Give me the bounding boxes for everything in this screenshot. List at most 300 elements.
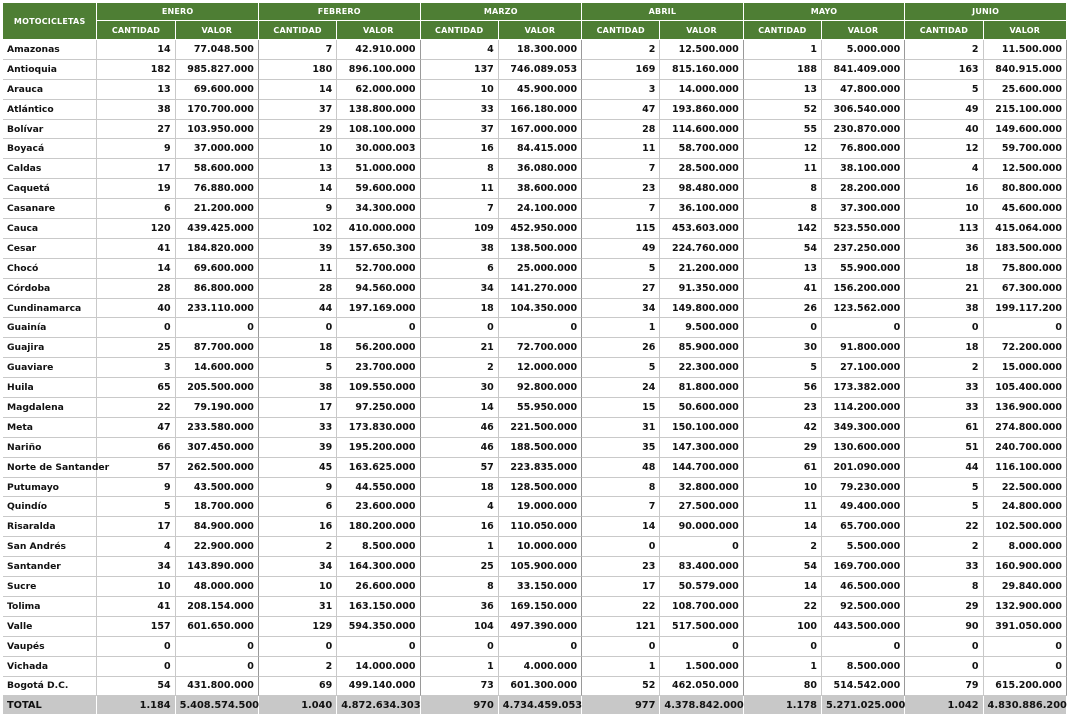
total-valor-cell: 4.734.459.053 — [499, 696, 582, 714]
valor-cell: 221.500.000 — [499, 418, 582, 438]
valor-cell: 514.542.000 — [822, 677, 905, 697]
valor-cell: 8.000.000 — [984, 537, 1067, 557]
valor-cell: 0 — [337, 318, 420, 338]
cantidad-cell: 104 — [421, 617, 499, 637]
cantidad-cell: 10 — [421, 80, 499, 100]
cantidad-cell: 10 — [744, 478, 822, 498]
cantidad-cell: 11 — [582, 139, 660, 159]
table-row — [3, 458, 1067, 478]
cantidad-cell: 34 — [97, 557, 175, 577]
cantidad-cell: 142 — [744, 219, 822, 239]
cantidad-cell: 1 — [421, 537, 499, 557]
cantidad-cell: 47 — [97, 418, 175, 438]
cantidad-header: CANTIDAD — [905, 21, 983, 40]
valor-cell: 12.500.000 — [984, 159, 1067, 179]
valor-cell: 37.000.000 — [176, 139, 259, 159]
cantidad-cell: 129 — [259, 617, 337, 637]
valor-cell: 92.800.000 — [499, 378, 582, 398]
table-row — [3, 318, 1067, 338]
valor-cell: 72.700.000 — [499, 338, 582, 358]
cantidad-cell: 18 — [259, 338, 337, 358]
valor-cell: 23.600.000 — [337, 497, 420, 517]
cantidad-cell: 8 — [905, 577, 983, 597]
cantidad-cell: 80 — [744, 677, 822, 697]
month-header: JUNIO — [905, 3, 1067, 21]
cantidad-cell: 19 — [97, 179, 175, 199]
valor-cell: 21.200.000 — [660, 259, 743, 279]
cantidad-cell: 14 — [97, 259, 175, 279]
cantidad-cell: 22 — [744, 597, 822, 617]
valor-cell: 105.900.000 — [499, 557, 582, 577]
corner-header: MOTOCICLETAS — [3, 3, 97, 40]
valor-cell: 15.000.000 — [984, 358, 1067, 378]
valor-cell: 108.100.000 — [337, 120, 420, 140]
valor-cell: 169.150.000 — [499, 597, 582, 617]
total-cantidad-cell: 977 — [582, 696, 660, 714]
valor-cell: 37.300.000 — [822, 199, 905, 219]
valor-cell: 86.800.000 — [176, 279, 259, 299]
valor-cell: 65.700.000 — [822, 517, 905, 537]
cantidad-cell: 113 — [905, 219, 983, 239]
valor-cell: 274.800.000 — [984, 418, 1067, 438]
valor-cell: 132.900.000 — [984, 597, 1067, 617]
cantidad-cell: 36 — [905, 239, 983, 259]
cantidad-cell: 1 — [421, 657, 499, 677]
cantidad-cell: 0 — [905, 657, 983, 677]
valor-cell: 11.500.000 — [984, 40, 1067, 60]
cantidad-cell: 120 — [97, 219, 175, 239]
table-row — [3, 80, 1067, 100]
cantidad-cell: 1 — [582, 657, 660, 677]
cantidad-cell: 14 — [97, 40, 175, 60]
cantidad-cell: 46 — [421, 438, 499, 458]
valor-cell: 114.600.000 — [660, 120, 743, 140]
cantidad-cell: 3 — [97, 358, 175, 378]
cantidad-cell: 182 — [97, 60, 175, 80]
valor-cell: 46.500.000 — [822, 577, 905, 597]
department-name: Santander — [3, 557, 97, 577]
cantidad-cell: 34 — [582, 299, 660, 319]
cantidad-cell: 55 — [744, 120, 822, 140]
valor-cell: 18.300.000 — [499, 40, 582, 60]
valor-cell: 985.827.000 — [176, 60, 259, 80]
table-row — [3, 418, 1067, 438]
valor-cell: 75.800.000 — [984, 259, 1067, 279]
table-row — [3, 637, 1067, 657]
month-header: ENERO — [97, 3, 259, 21]
valor-cell: 91.350.000 — [660, 279, 743, 299]
valor-cell: 84.415.000 — [499, 139, 582, 159]
table-row — [3, 597, 1067, 617]
valor-cell: 47.800.000 — [822, 80, 905, 100]
cantidad-cell: 11 — [744, 159, 822, 179]
cantidad-cell: 13 — [744, 80, 822, 100]
department-name: Cauca — [3, 219, 97, 239]
cantidad-cell: 13 — [259, 159, 337, 179]
valor-cell: 233.580.000 — [176, 418, 259, 438]
valor-cell: 156.200.000 — [822, 279, 905, 299]
cantidad-cell: 2 — [259, 657, 337, 677]
valor-cell: 230.870.000 — [822, 120, 905, 140]
valor-cell: 116.100.000 — [984, 458, 1067, 478]
valor-cell: 23.700.000 — [337, 358, 420, 378]
valor-cell: 84.900.000 — [176, 517, 259, 537]
cantidad-cell: 57 — [97, 458, 175, 478]
cantidad-cell: 48 — [582, 458, 660, 478]
valor-cell: 5.000.000 — [822, 40, 905, 60]
cantidad-cell: 17 — [259, 398, 337, 418]
cantidad-cell: 16 — [259, 517, 337, 537]
cantidad-cell: 33 — [905, 557, 983, 577]
table-body — [3, 40, 1067, 696]
cantidad-cell: 10 — [259, 577, 337, 597]
valor-cell: 123.562.000 — [822, 299, 905, 319]
valor-cell: 10.000.000 — [499, 537, 582, 557]
cantidad-cell: 23 — [582, 557, 660, 577]
valor-cell: 26.600.000 — [337, 577, 420, 597]
cantidad-cell: 2 — [905, 358, 983, 378]
cantidad-cell: 47 — [582, 100, 660, 120]
cantidad-cell: 0 — [259, 318, 337, 338]
cantidad-cell: 37 — [259, 100, 337, 120]
valor-header: VALOR — [337, 21, 420, 40]
cantidad-cell: 2 — [582, 40, 660, 60]
valor-cell: 52.700.000 — [337, 259, 420, 279]
valor-cell: 815.160.000 — [660, 60, 743, 80]
department-name: Norte de Santander — [3, 458, 97, 478]
cantidad-cell: 33 — [905, 378, 983, 398]
department-name: Bogotá D.C. — [3, 677, 97, 697]
cantidad-cell: 57 — [421, 458, 499, 478]
valor-cell: 67.300.000 — [984, 279, 1067, 299]
cantidad-cell: 28 — [582, 120, 660, 140]
valor-cell: 307.450.000 — [176, 438, 259, 458]
valor-cell: 150.100.000 — [660, 418, 743, 438]
table-row — [3, 398, 1067, 418]
cantidad-cell: 33 — [421, 100, 499, 120]
department-name: Córdoba — [3, 279, 97, 299]
cantidad-cell: 90 — [905, 617, 983, 637]
cantidad-cell: 180 — [259, 60, 337, 80]
cantidad-cell: 14 — [421, 398, 499, 418]
cantidad-header: CANTIDAD — [97, 21, 175, 40]
cantidad-cell: 11 — [259, 259, 337, 279]
table-row — [3, 358, 1067, 378]
valor-cell: 0 — [984, 318, 1067, 338]
cantidad-cell: 25 — [421, 557, 499, 577]
cantidad-cell: 36 — [421, 597, 499, 617]
valor-cell: 87.700.000 — [176, 338, 259, 358]
cantidad-cell: 0 — [259, 637, 337, 657]
cantidad-cell: 8 — [421, 159, 499, 179]
cantidad-cell: 7 — [421, 199, 499, 219]
cantidad-cell: 54 — [97, 677, 175, 697]
valor-cell: 77.048.500 — [176, 40, 259, 60]
valor-cell: 30.000.003 — [337, 139, 420, 159]
cantidad-cell: 10 — [97, 577, 175, 597]
valor-cell: 601.300.000 — [499, 677, 582, 697]
valor-cell: 0 — [660, 537, 743, 557]
valor-cell: 114.200.000 — [822, 398, 905, 418]
valor-cell: 69.600.000 — [176, 259, 259, 279]
valor-cell: 233.110.000 — [176, 299, 259, 319]
cantidad-cell: 5 — [97, 497, 175, 517]
valor-cell: 83.400.000 — [660, 557, 743, 577]
valor-cell: 499.140.000 — [337, 677, 420, 697]
valor-cell: 453.603.000 — [660, 219, 743, 239]
valor-cell: 746.089.053 — [499, 60, 582, 80]
cantidad-cell: 18 — [905, 259, 983, 279]
cantidad-cell: 2 — [905, 40, 983, 60]
valor-cell: 205.500.000 — [176, 378, 259, 398]
cantidad-cell: 56 — [744, 378, 822, 398]
motorcycle-sales-table-container — [3, 3, 1067, 714]
cantidad-cell: 5 — [905, 478, 983, 498]
cantidad-cell: 30 — [744, 338, 822, 358]
valor-cell: 18.700.000 — [176, 497, 259, 517]
valor-cell: 452.950.000 — [499, 219, 582, 239]
cantidad-cell: 14 — [744, 517, 822, 537]
valor-cell: 45.600.000 — [984, 199, 1067, 219]
valor-cell: 27.100.000 — [822, 358, 905, 378]
cantidad-cell: 16 — [421, 139, 499, 159]
cantidad-cell: 16 — [421, 517, 499, 537]
valor-cell: 163.150.000 — [337, 597, 420, 617]
valor-cell: 415.064.000 — [984, 219, 1067, 239]
cantidad-cell: 109 — [421, 219, 499, 239]
cantidad-cell: 14 — [259, 80, 337, 100]
valor-cell: 110.050.000 — [499, 517, 582, 537]
valor-cell: 91.800.000 — [822, 338, 905, 358]
valor-cell: 29.840.000 — [984, 577, 1067, 597]
department-name: Vaupés — [3, 637, 97, 657]
department-name: Bolívar — [3, 120, 97, 140]
valor-cell: 25.600.000 — [984, 80, 1067, 100]
table-row — [3, 159, 1067, 179]
cantidad-cell: 42 — [744, 418, 822, 438]
cantidad-cell: 22 — [582, 597, 660, 617]
valor-cell: 14.000.000 — [337, 657, 420, 677]
cantidad-cell: 188 — [744, 60, 822, 80]
valor-cell: 48.000.000 — [176, 577, 259, 597]
cantidad-cell: 5 — [582, 259, 660, 279]
valor-cell: 136.900.000 — [984, 398, 1067, 418]
valor-cell: 33.150.000 — [499, 577, 582, 597]
table-row — [3, 577, 1067, 597]
table-row — [3, 120, 1067, 140]
cantidad-cell: 49 — [582, 239, 660, 259]
cantidad-cell: 51 — [905, 438, 983, 458]
valor-cell: 0 — [822, 637, 905, 657]
cantidad-cell: 66 — [97, 438, 175, 458]
cantidad-cell: 65 — [97, 378, 175, 398]
cantidad-cell: 29 — [905, 597, 983, 617]
department-name: Valle — [3, 617, 97, 637]
valor-cell: 72.200.000 — [984, 338, 1067, 358]
valor-cell: 601.650.000 — [176, 617, 259, 637]
total-cantidad-cell: 1.040 — [259, 696, 337, 714]
valor-cell: 199.117.200 — [984, 299, 1067, 319]
department-name: Quindío — [3, 497, 97, 517]
cantidad-cell: 38 — [421, 239, 499, 259]
valor-cell: 262.500.000 — [176, 458, 259, 478]
valor-cell: 431.800.000 — [176, 677, 259, 697]
valor-cell: 184.820.000 — [176, 239, 259, 259]
total-valor-cell: 4.872.634.303 — [337, 696, 420, 714]
cantidad-cell: 14 — [259, 179, 337, 199]
valor-cell: 840.915.000 — [984, 60, 1067, 80]
valor-cell: 34.300.000 — [337, 199, 420, 219]
valor-cell: 615.200.000 — [984, 677, 1067, 697]
valor-cell: 79.190.000 — [176, 398, 259, 418]
valor-cell: 27.500.000 — [660, 497, 743, 517]
department-name: San Andrés — [3, 537, 97, 557]
cantidad-cell: 1 — [582, 318, 660, 338]
department-name: Sucre — [3, 577, 97, 597]
cantidad-cell: 6 — [97, 199, 175, 219]
total-row — [3, 696, 1067, 714]
cantidad-cell: 1 — [744, 657, 822, 677]
cantidad-cell: 6 — [421, 259, 499, 279]
cantidad-cell: 41 — [97, 239, 175, 259]
cantidad-cell: 28 — [97, 279, 175, 299]
valor-cell: 517.500.000 — [660, 617, 743, 637]
valor-cell: 0 — [176, 318, 259, 338]
valor-cell: 14.600.000 — [176, 358, 259, 378]
cantidad-cell: 27 — [582, 279, 660, 299]
valor-header: VALOR — [660, 21, 743, 40]
cantidad-cell: 44 — [259, 299, 337, 319]
cantidad-cell: 12 — [744, 139, 822, 159]
valor-cell: 42.910.000 — [337, 40, 420, 60]
month-header: MARZO — [421, 3, 583, 21]
cantidad-cell: 7 — [582, 199, 660, 219]
valor-cell: 0 — [337, 637, 420, 657]
valor-cell: 439.425.000 — [176, 219, 259, 239]
valor-cell: 59.600.000 — [337, 179, 420, 199]
valor-header: VALOR — [984, 21, 1067, 40]
cantidad-cell: 4 — [421, 40, 499, 60]
table-row — [3, 179, 1067, 199]
cantidad-header: CANTIDAD — [259, 21, 337, 40]
valor-cell: 12.500.000 — [660, 40, 743, 60]
valor-cell: 44.550.000 — [337, 478, 420, 498]
cantidad-cell: 22 — [97, 398, 175, 418]
table-row — [3, 517, 1067, 537]
cantidad-cell: 23 — [582, 179, 660, 199]
cantidad-cell: 5 — [744, 358, 822, 378]
valor-cell: 28.500.000 — [660, 159, 743, 179]
cantidad-cell: 14 — [744, 577, 822, 597]
department-name: Caldas — [3, 159, 97, 179]
valor-cell: 38.600.000 — [499, 179, 582, 199]
valor-cell: 98.480.000 — [660, 179, 743, 199]
cantidad-cell: 39 — [259, 239, 337, 259]
total-valor-cell: 4.830.886.200 — [984, 696, 1067, 714]
department-name: Cundinamarca — [3, 299, 97, 319]
cantidad-cell: 157 — [97, 617, 175, 637]
cantidad-cell: 22 — [905, 517, 983, 537]
valor-cell: 188.500.000 — [499, 438, 582, 458]
valor-cell: 167.000.000 — [499, 120, 582, 140]
cantidad-cell: 0 — [744, 637, 822, 657]
valor-cell: 62.000.000 — [337, 80, 420, 100]
cantidad-header: CANTIDAD — [421, 21, 499, 40]
cantidad-cell: 2 — [421, 358, 499, 378]
valor-cell: 4.000.000 — [499, 657, 582, 677]
cantidad-cell: 33 — [259, 418, 337, 438]
cantidad-cell: 137 — [421, 60, 499, 80]
valor-cell: 160.900.000 — [984, 557, 1067, 577]
valor-cell: 79.230.000 — [822, 478, 905, 498]
cantidad-cell: 38 — [905, 299, 983, 319]
valor-cell: 24.100.000 — [499, 199, 582, 219]
cantidad-cell: 17 — [97, 159, 175, 179]
cantidad-header: CANTIDAD — [582, 21, 660, 40]
valor-cell: 410.000.000 — [337, 219, 420, 239]
table-row — [3, 279, 1067, 299]
valor-cell: 306.540.000 — [822, 100, 905, 120]
valor-cell: 197.169.000 — [337, 299, 420, 319]
valor-cell: 841.409.000 — [822, 60, 905, 80]
cantidad-cell: 13 — [744, 259, 822, 279]
cantidad-cell: 102 — [259, 219, 337, 239]
department-name: Antioquia — [3, 60, 97, 80]
valor-cell: 130.600.000 — [822, 438, 905, 458]
cantidad-cell: 45 — [259, 458, 337, 478]
table-footer — [3, 696, 1067, 714]
valor-cell: 157.650.300 — [337, 239, 420, 259]
table-row — [3, 60, 1067, 80]
cantidad-cell: 46 — [421, 418, 499, 438]
cantidad-cell: 2 — [905, 537, 983, 557]
table-row — [3, 537, 1067, 557]
cantidad-cell: 39 — [259, 438, 337, 458]
valor-cell: 141.270.000 — [499, 279, 582, 299]
valor-cell: 50.579.000 — [660, 577, 743, 597]
cantidad-cell: 10 — [905, 199, 983, 219]
cantidad-cell: 73 — [421, 677, 499, 697]
department-name: Guainía — [3, 318, 97, 338]
department-name: Huila — [3, 378, 97, 398]
valor-cell: 59.700.000 — [984, 139, 1067, 159]
total-cantidad-cell: 1.178 — [744, 696, 822, 714]
table-row — [3, 497, 1067, 517]
cantidad-cell: 17 — [97, 517, 175, 537]
valor-cell: 38.100.000 — [822, 159, 905, 179]
cantidad-cell: 1 — [744, 40, 822, 60]
cantidad-cell: 7 — [259, 40, 337, 60]
cantidad-cell: 0 — [421, 318, 499, 338]
cantidad-cell: 15 — [582, 398, 660, 418]
cantidad-cell: 7 — [582, 497, 660, 517]
department-name: Tolima — [3, 597, 97, 617]
valor-cell: 173.382.000 — [822, 378, 905, 398]
total-valor-cell: 5.271.025.000 — [822, 696, 905, 714]
cantidad-cell: 26 — [744, 299, 822, 319]
valor-cell: 173.830.000 — [337, 418, 420, 438]
table-row — [3, 478, 1067, 498]
cantidad-cell: 49 — [905, 100, 983, 120]
valor-cell: 193.860.000 — [660, 100, 743, 120]
valor-cell: 8.500.000 — [337, 537, 420, 557]
cantidad-cell: 4 — [421, 497, 499, 517]
total-valor-cell: 4.378.842.000 — [660, 696, 743, 714]
table-row — [3, 557, 1067, 577]
valor-cell: 56.200.000 — [337, 338, 420, 358]
department-name: Amazonas — [3, 40, 97, 60]
cantidad-cell: 23 — [744, 398, 822, 418]
